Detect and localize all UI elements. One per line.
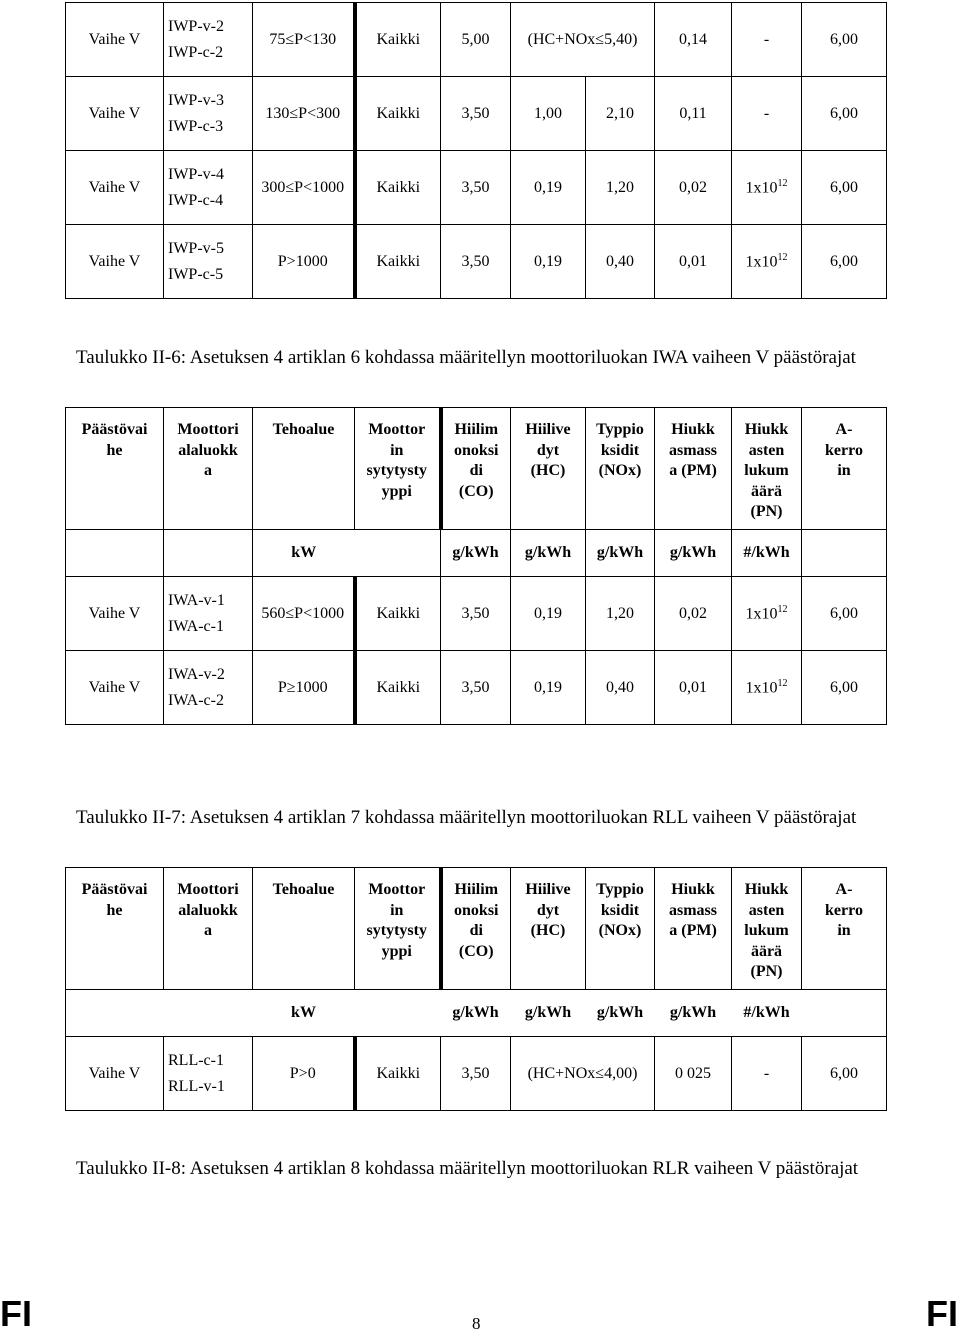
units-blank [66,990,164,1037]
table-caption-iwa: Taulukko II-6: Asetuksen 4 artiklan 6 kohdassa määritellyn moottoriluokan IWA vaiheen V päästörajat [76,347,856,368]
units-nox: g/kWh [586,990,655,1037]
footer-language-right: FI [926,1293,958,1334]
nox-cell: 0,40 [586,651,655,725]
table-rll [65,867,887,1111]
co-cell: 3,50 [441,225,511,299]
stage-cell: Vaihe V [66,77,164,151]
page-number: 8 [472,1314,481,1333]
header-hc: Hiilive dyt (HC) [511,408,586,530]
nox-cell: 1,20 [586,151,655,225]
pn-cell: $1x10^{12}$ [732,151,802,225]
hc-cell: 0,19 [511,577,586,651]
units-blank [802,530,887,577]
table-row [66,225,887,299]
co-cell: 5,00 [441,3,511,77]
stage-cell: Vaihe V [66,577,164,651]
co-cell: 3,50 [441,651,511,725]
units-co: g/kWh [441,990,511,1037]
header-a-factor: A- kerro in [802,868,887,990]
power-range-cell: P>0 [253,1037,355,1111]
subcategory-cell: RLL-c-1 RLL-v-1 [164,1037,253,1111]
power-range-cell: P>1000 [253,225,355,299]
co-cell: 3,50 [441,577,511,651]
table-row [66,651,887,725]
power-range-cell: 75≤P<130 [253,3,355,77]
pm-cell: 0,02 [655,151,732,225]
units-pn: #/kWh [732,990,802,1037]
power-range-cell: P≥1000 [253,651,355,725]
units-blank [164,530,253,577]
table-row [66,3,887,77]
header-row [66,408,887,530]
hc-cell: 0,19 [511,651,586,725]
ignition-cell: Kaikki [355,577,441,651]
header-ignition: Moottor in sytytysty yppi [355,408,441,530]
units-blank [802,990,887,1037]
hc-cell: 1,00 [511,77,586,151]
header-power-range: Tehoalue [253,408,355,530]
units-pm: g/kWh [655,990,732,1037]
header-nox: Typpio ksidit (NOx) [586,868,655,990]
a-factor-cell: 6,00 [802,651,887,725]
pm-cell: 0,02 [655,577,732,651]
header-stage: Päästövai he [66,868,164,990]
nox-cell: 1,20 [586,577,655,651]
pm-cell: 0,01 [655,651,732,725]
units-hc: g/kWh [511,990,586,1037]
units-row [66,530,887,577]
table-row [66,77,887,151]
a-factor-cell: 6,00 [802,77,887,151]
header-co: Hiilim onoksi di (CO) [441,868,511,990]
units-nox: g/kWh [586,530,655,577]
table-row [66,151,887,225]
subcategory-cell: IWA-v-1 IWA-c-1 [164,577,253,651]
hc-cell: 0,19 [511,151,586,225]
ignition-cell: Kaikki [355,77,441,151]
stage-cell: Vaihe V [66,151,164,225]
header-ignition: Moottor in sytytysty yppi [355,868,441,990]
pm-cell: 0,01 [655,225,732,299]
units-row [66,990,887,1037]
header-pm: Hiukk asmass a (PM) [655,408,732,530]
header-row [66,868,887,990]
units-blank [66,530,164,577]
power-range-cell: 300≤P<1000 [253,151,355,225]
units-blank [164,990,253,1037]
subcategory-cell: IWP-v-4 IWP-c-4 [164,151,253,225]
co-cell: 3,50 [441,151,511,225]
subcategory-cell: IWA-v-2 IWA-c-2 [164,651,253,725]
a-factor-cell: 6,00 [802,1037,887,1111]
pn-cell: $1x10^{12}$ [732,577,802,651]
table-iwa [65,407,887,725]
header-power-range: Tehoalue [253,868,355,990]
header-subcategory: Moottori alaluokk a [164,408,253,530]
hc-cell: 0,19 [511,225,586,299]
a-factor-cell: 6,00 [802,225,887,299]
header-nox: Typpio ksidit (NOx) [586,408,655,530]
pn-cell: $1x10^{12}$ [732,651,802,725]
subcategory-cell: IWP-v-5 IWP-c-5 [164,225,253,299]
pm-cell: 0,14 [655,3,732,77]
table-row [66,1037,887,1111]
stage-cell: Vaihe V [66,3,164,77]
table-row [66,577,887,651]
a-factor-cell: 6,00 [802,3,887,77]
units-pm: g/kWh [655,530,732,577]
power-range-cell: 560≤P<1000 [253,577,355,651]
pm-cell: 0,11 [655,77,732,151]
ignition-cell: Kaikki [355,651,441,725]
units-hc: g/kWh [511,530,586,577]
co-cell: 3,50 [441,77,511,151]
pn-cell: $1x10^{12}$ [732,225,802,299]
units-kw: kW [253,990,355,1037]
pn-cell: - [732,77,802,151]
header-pm: Hiukk asmass a (PM) [655,868,732,990]
table-caption-rlr: Taulukko II-8: Asetuksen 4 artiklan 8 kohdassa määritellyn moottoriluokan RLR vaiheen V päästörajat [76,1158,859,1179]
hc-nox-cell: (HC+NOx≤4,00) [511,1037,655,1111]
header-a-factor: A- kerro in [802,408,887,530]
units-pn: #/kWh [732,530,802,577]
a-factor-cell: 6,00 [802,151,887,225]
subcategory-cell: IWP-v-3 IWP-c-3 [164,77,253,151]
header-co: Hiilim onoksi di (CO) [441,408,511,530]
nox-cell: 2,10 [586,77,655,151]
pn-cell: - [732,1037,802,1111]
units-co: g/kWh [441,530,511,577]
ignition-cell: Kaikki [355,3,441,77]
subcategory-cell: IWP-v-2 IWP-c-2 [164,3,253,77]
a-factor-cell: 6,00 [802,577,887,651]
stage-cell: Vaihe V [66,651,164,725]
header-hc: Hiilive dyt (HC) [511,868,586,990]
header-stage: Päästövai he [66,408,164,530]
co-cell: 3,50 [441,1037,511,1111]
header-subcategory: Moottori alaluokk a [164,868,253,990]
ignition-cell: Kaikki [355,225,441,299]
pm-cell: 0 025 [655,1037,732,1111]
stage-cell: Vaihe V [66,225,164,299]
units-blank [355,530,441,577]
units-kw: kW [253,530,355,577]
stage-cell: Vaihe V [66,1037,164,1111]
pn-cell: - [732,3,802,77]
table-caption-rll: Taulukko II-7: Asetuksen 4 artiklan 7 kohdassa määritellyn moottoriluokan RLL vaiheen V päästörajat [76,807,857,828]
hc-nox-cell: (HC+NOx≤5,40) [511,3,655,77]
header-pn: Hiukk asten lukum äärä (PN) [732,408,802,530]
table-iwp [65,2,887,299]
header-pn: Hiukk asten lukum äärä (PN) [732,868,802,990]
nox-cell: 0,40 [586,225,655,299]
power-range-cell: 130≤P<300 [253,77,355,151]
units-blank [355,990,441,1037]
ignition-cell: Kaikki [355,151,441,225]
ignition-cell: Kaikki [355,1037,441,1111]
footer-language-left: FI [0,1293,32,1334]
